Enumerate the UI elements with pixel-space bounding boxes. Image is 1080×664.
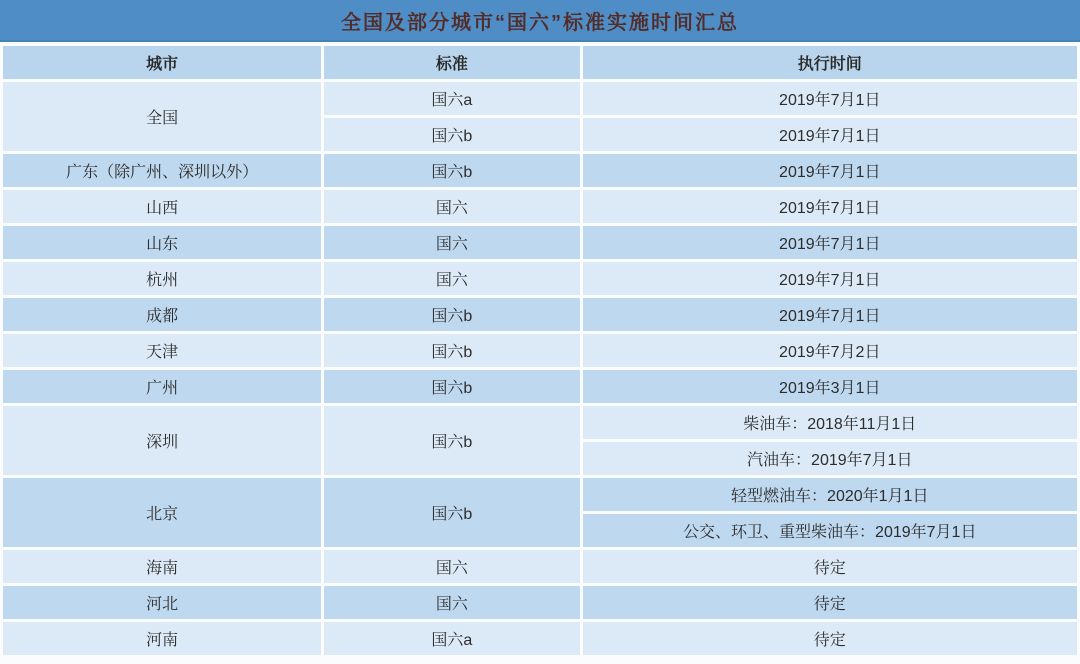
city-cell: 海南 — [3, 550, 321, 583]
time-cell: 待定 — [583, 550, 1078, 583]
time-cell: 柴油车：2018年11月1日 — [583, 406, 1078, 439]
table-title-bar — [0, 0, 1080, 42]
table-header — [3, 46, 1077, 79]
table-row — [3, 154, 1077, 187]
time-cell: 2019年7月1日 — [583, 190, 1078, 223]
page-title: 全国及部分城市“国六”标准实施时间汇总 — [341, 11, 739, 34]
time-cell: 2019年7月1日 — [583, 154, 1078, 187]
standard-cell: 国六b — [324, 478, 579, 547]
table-row — [3, 622, 1077, 655]
table-body — [3, 82, 1077, 655]
time-cell: 轻型燃油车：2020年1月1日 — [583, 478, 1078, 511]
time-cell: 公交、环卫、重型柴油车：2019年7月1日 — [583, 514, 1078, 547]
time-cell: 2019年7月1日 — [583, 82, 1078, 115]
time-cell: 汽油车：2019年7月1日 — [583, 442, 1078, 475]
time-cell: 2019年7月1日 — [583, 298, 1078, 331]
city-cell: 河北 — [3, 586, 321, 619]
time-cell: 2019年7月1日 — [583, 118, 1078, 151]
table-row — [3, 298, 1077, 331]
table-row — [3, 406, 1077, 439]
col-header-standard: 标准 — [324, 46, 579, 79]
time-cell: 2019年7月1日 — [583, 226, 1078, 259]
time-cell: 待定 — [583, 622, 1078, 655]
city-cell: 杭州 — [3, 262, 321, 295]
standard-cell: 国六b — [324, 298, 579, 331]
table-row — [3, 478, 1077, 511]
standard-cell: 国六b — [324, 370, 579, 403]
city-cell: 广东（除广州、深圳以外） — [3, 154, 321, 187]
time-cell: 2019年7月2日 — [583, 334, 1078, 367]
table-row — [3, 334, 1077, 367]
standard-cell: 国六b — [324, 154, 579, 187]
standard-cell: 国六b — [324, 406, 579, 475]
standard-cell: 国六 — [324, 190, 579, 223]
col-header-city: 城市 — [3, 46, 321, 79]
table-row — [3, 586, 1077, 619]
city-cell: 山东 — [3, 226, 321, 259]
city-cell: 河南 — [3, 622, 321, 655]
city-cell: 山西 — [3, 190, 321, 223]
header-row — [3, 46, 1077, 79]
standard-cell: 国六 — [324, 262, 579, 295]
standard-cell: 国六 — [324, 586, 579, 619]
city-cell: 全国 — [3, 82, 321, 151]
standard-cell: 国六b — [324, 118, 579, 151]
col-header-time: 执行时间 — [583, 46, 1078, 79]
table-row — [3, 226, 1077, 259]
time-cell: 2019年3月1日 — [583, 370, 1078, 403]
city-cell: 成都 — [3, 298, 321, 331]
time-cell: 待定 — [583, 586, 1078, 619]
standard-cell: 国六 — [324, 550, 579, 583]
standard-cell: 国六a — [324, 82, 579, 115]
guoliu-schedule-table — [0, 43, 1080, 658]
city-cell: 广州 — [3, 370, 321, 403]
table-row — [3, 550, 1077, 583]
standard-cell: 国六b — [324, 334, 579, 367]
standard-cell: 国六a — [324, 622, 579, 655]
city-cell: 深圳 — [3, 406, 321, 475]
city-cell: 天津 — [3, 334, 321, 367]
table-row — [3, 262, 1077, 295]
table-row — [3, 370, 1077, 403]
time-cell: 2019年7月1日 — [583, 262, 1078, 295]
table-row — [3, 190, 1077, 223]
standard-cell: 国六 — [324, 226, 579, 259]
table-row — [3, 82, 1077, 115]
city-cell: 北京 — [3, 478, 321, 547]
